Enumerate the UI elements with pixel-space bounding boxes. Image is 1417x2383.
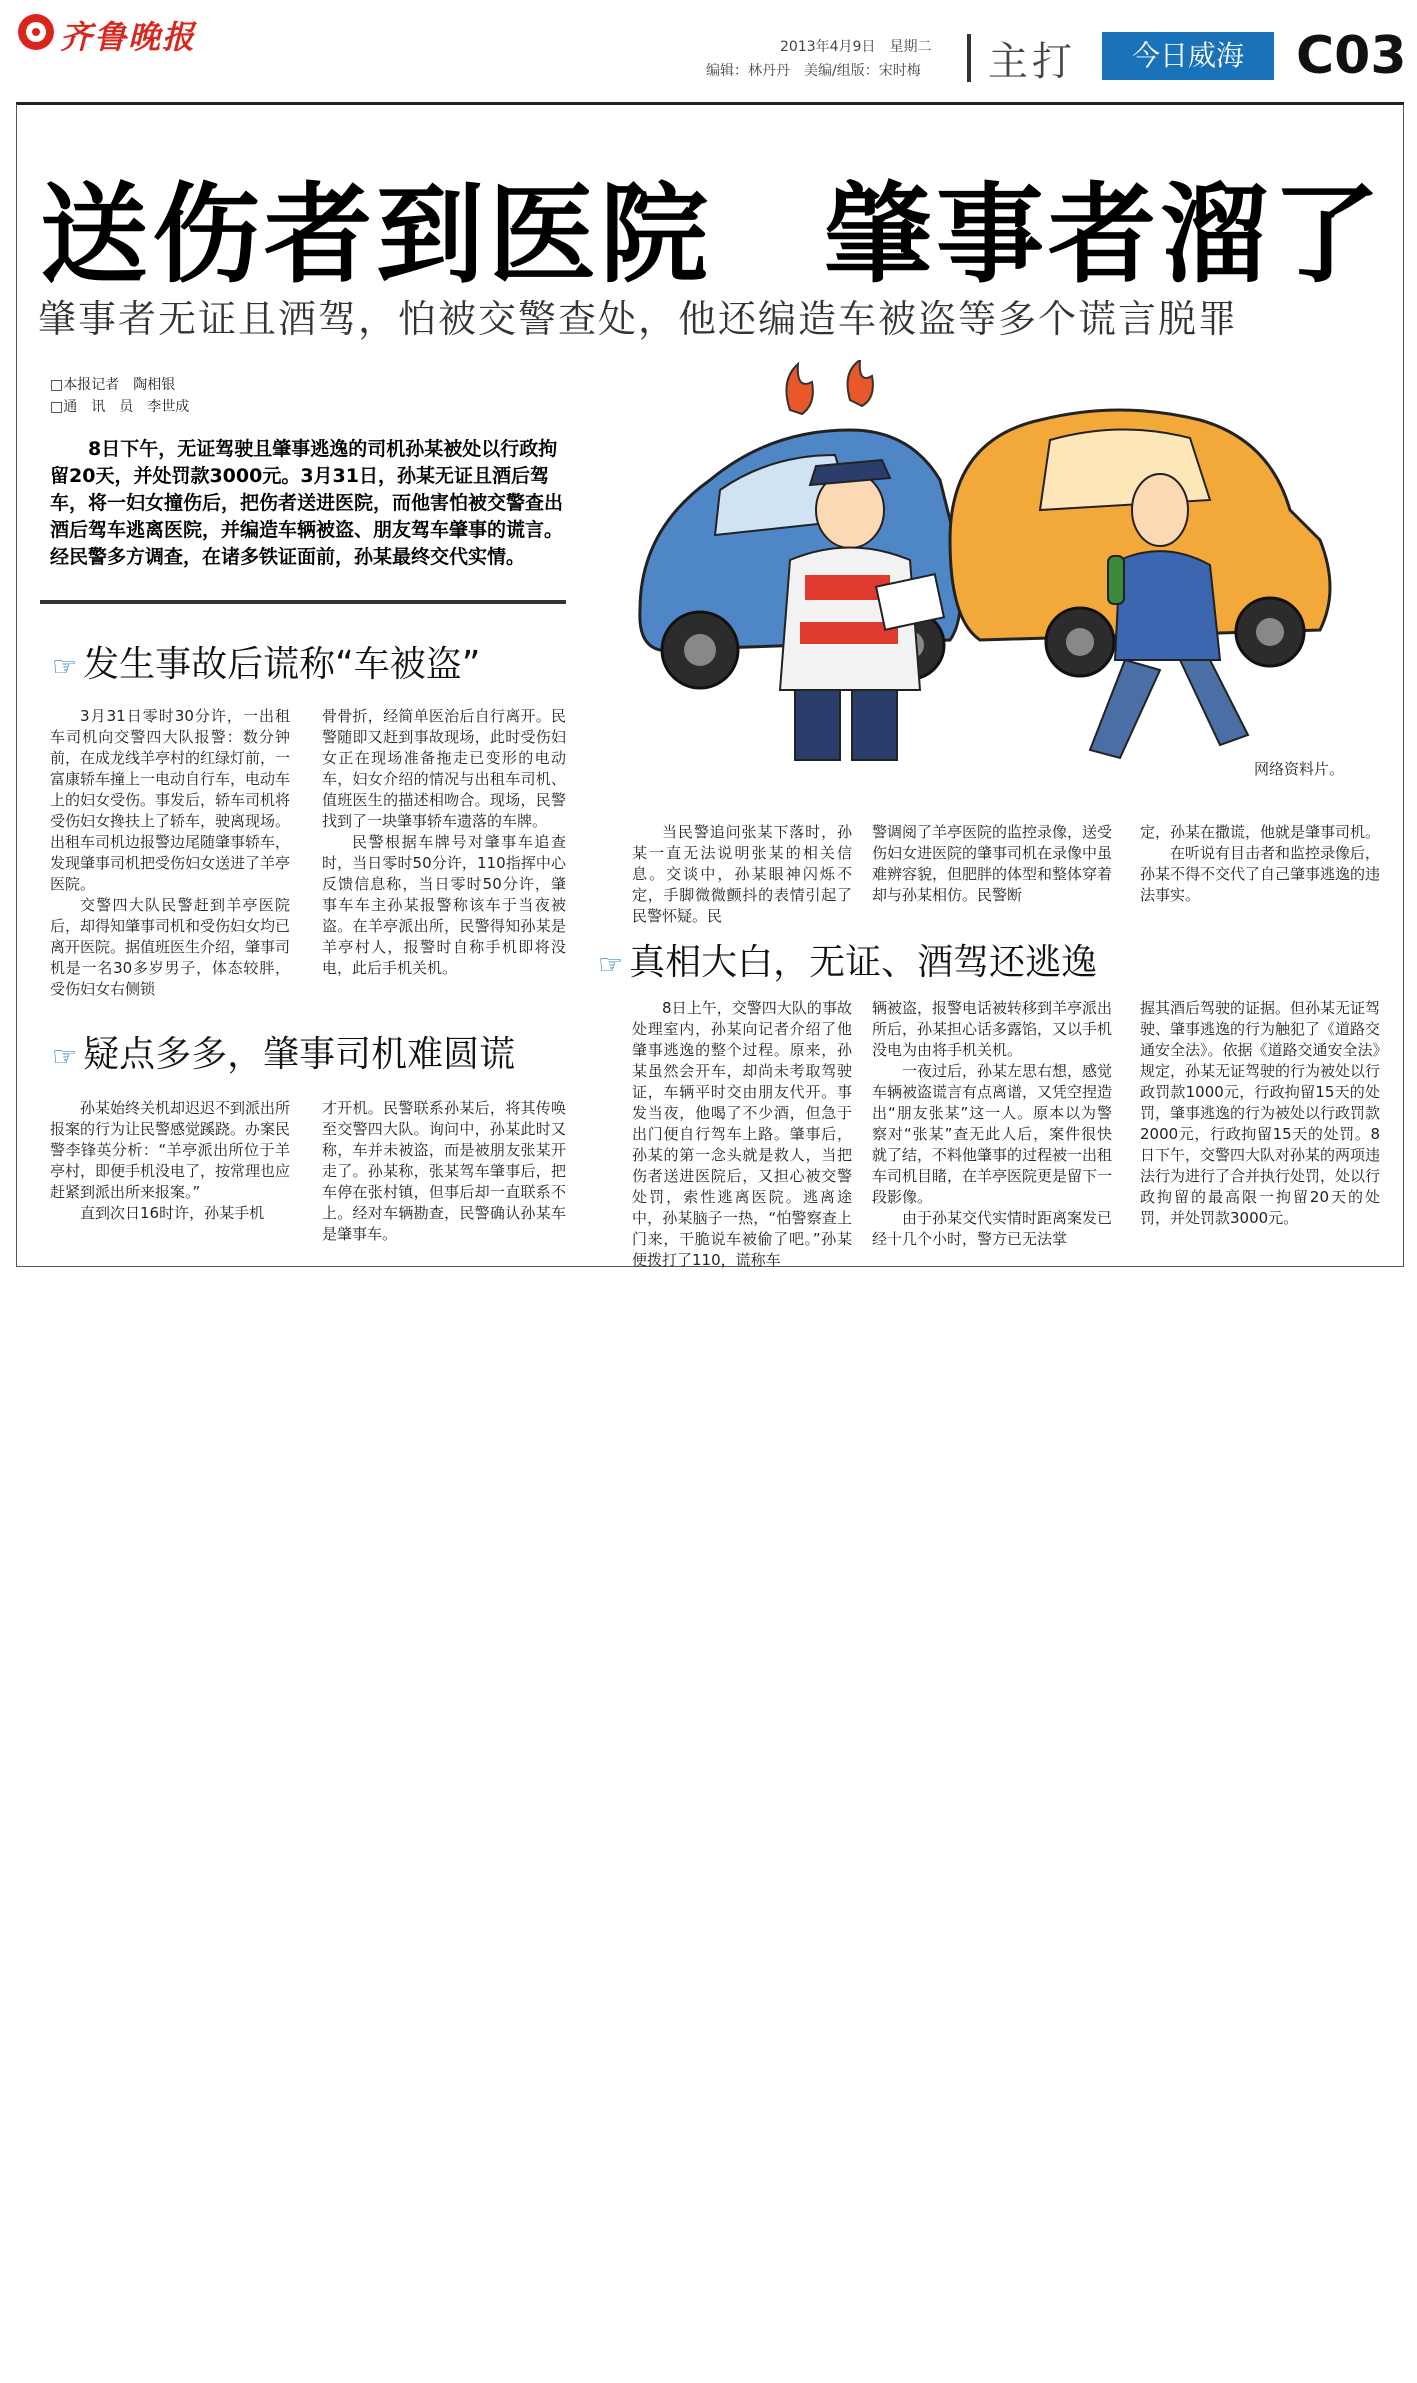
pointing-hand-icon: ☞	[52, 1040, 78, 1073]
cartoon-illustration	[620, 360, 1360, 780]
paragraph: 握其酒后驾驶的证据。但孙某无证驾驶、肇事逃逸的行为触犯了《道路交通安全法》。依据《道路交通安全法》规定，孙某无证驾驶的行为被处以行政罚款1000元，行政拘留15天的处罚，肇事逃逸的行为被处以行政罚款2000元，行政拘留15天的处罚。8日下午，交警四大队对孙某的两项违法行为进行了合并执行处罚，处以行政拘留的最高限一拘留20天的处罚，并处罚款3000元。	[1140, 999, 1381, 1227]
byline-correspondent: □通 讯 员 李世成	[50, 399, 190, 415]
headline: 送伤者到医院 肇事者溜了	[40, 173, 1385, 298]
paper-name: 齐鲁晚报	[60, 18, 197, 56]
flame-icon	[786, 360, 872, 414]
section-label: 主打	[988, 39, 1076, 85]
section3-heading: ☞ 真相大白，无证、酒驾还逃逸	[598, 942, 1098, 983]
page-code: C03	[1296, 26, 1407, 86]
mid-column-3	[1140, 822, 1380, 906]
pointing-hand-icon: ☞	[598, 948, 624, 981]
section3-column-2	[872, 998, 1112, 1250]
newspaper-logo	[18, 10, 218, 56]
mid-column-1	[632, 822, 852, 927]
editor-line: 编辑：林丹丹 美编/组版：宋时梅	[706, 63, 921, 79]
paragraph: 才开机。民警联系孙某后，将其传唤至交警四大队。询问中，孙某此时又称，车并未被盗，而是被朋友张某开走了。孙某称，张某驾车肇事后，把车停在张村镇，但事后却一直联系不上。经对车辆勘查，民警确认孙某车是肇事车。	[322, 1099, 566, 1243]
section1-column-1	[50, 706, 290, 1000]
lead-text: 8日下午，无证驾驶且肇事逃逸的司机孙某被处以行政拘留20天，并处罚款3000元。3月31日，孙某无证且酒后驾车，将一妇女撞伤后，把伤者送进医院，而他害怕被交警查出酒后驾车逃离医院，并编造车辆被盗、朋友驾车肇事的谎言。经民警多方调查，在诸多铁证面前，孙某最终交代实情。	[50, 438, 564, 568]
section2-column-1	[50, 1098, 290, 1224]
section2-column-2	[322, 1098, 566, 1245]
paragraph: 交警四大队民警赶到羊亭医院后，却得知肇事司机和受伤妇女均已离开医院。据值班医生介绍，肇事司机是一名30多岁男子，体态较胖，受伤妇女右侧锁	[50, 896, 291, 998]
paragraph: 民警根据车牌号对肇事车追查时，当日零时50分许，110指挥中心反馈信息称，当日零时50分许，肇事车车主孙某报警称该车于当夜被盗。在羊亭派出所，民警得知孙某是羊亭村人，报警时自称手机即将没电，此后手机关机。	[322, 833, 566, 977]
paragraph: 在听说有目击者和监控录像后，孙某不得不交代了自己肇事逃逸的违法事实。	[1140, 844, 1381, 904]
paragraph: 骨骨折，经简单医治后自行离开。民警随即又赶到事故现场，此时受伤妇女正在现场准备拖走已变形的电动车，妇女介绍的情况与出租车司机、值班医生的描述相吻合。现场，民警找到了一块肇事轿车遗落的车牌。	[322, 707, 566, 830]
mid-column-2	[872, 822, 1112, 906]
illustration-caption: 网络资料片。	[1254, 760, 1345, 778]
lead-paragraph	[50, 436, 566, 571]
paragraph: 直到次日16时许，孙某手机	[80, 1204, 265, 1222]
paragraph: 由于孙某交代实情时距离案发已经十几个小时，警方已无法掌	[872, 1209, 1113, 1248]
region-badge: 今日威海	[1102, 32, 1274, 80]
lead-rule	[40, 600, 566, 604]
subheadline: 肇事者无证且酒驾，怕被交警查处，他还编造车被盗等多个谎言脱罪	[38, 297, 1239, 341]
paragraph: 8日上午，交警四大队的事故处理室内，孙某向记者介绍了他肇事逃逸的整个过程。原来，孙某虽然会开车，却尚未考取驾驶证，车辆平时交由朋友代开。事发当夜，他喝了不少酒，但急于出门便自行驾车上路。肇事后，孙某的第一念头就是救人，当把伤者送进医院后，又担心被交警处罚，索性逃离医院。逃离途中，孙某脑子一热，“怕警察查上门来，干脆说车被偷了吧。”孙某便拨打了110，谎称车	[632, 999, 852, 1269]
section2-heading: ☞ 疑点多多，肇事司机难圆谎	[52, 1034, 516, 1075]
masthead-divider	[967, 34, 971, 82]
section1-column-2	[322, 706, 566, 979]
byline	[50, 374, 189, 418]
paragraph: 定，孙某在撒谎，他就是肇事司机。	[1140, 823, 1381, 841]
pointing-hand-icon: ☞	[52, 650, 78, 683]
paragraph: 辆被盗，报警电话被转移到羊亭派出所后，孙某担心话多露馅，又以手机没电为由将手机关机。	[872, 999, 1113, 1059]
section3-column-1	[632, 998, 852, 1271]
byline-reporter: □本报记者 陶相银	[50, 377, 176, 393]
paragraph: 当民警追问张某下落时，孙某一直无法说明张某的相关信息。交谈中，孙某眼神闪烁不定，手脚微微颤抖的表情引起了民警怀疑。民	[632, 823, 852, 925]
date-line: 2013年4月9日 星期二	[780, 39, 932, 55]
paragraph: 一夜过后，孙某左思右想，感觉车辆被盗谎言有点离谱，又凭空捏造出“朋友张某”这一人。原本以为警察对“张某”查无此人后，案件很快就了结，不料他肇事的过程被一出租车司机目睹，在羊亭医院更是留下一段影像。	[872, 1062, 1113, 1206]
paragraph: 3月31日零时30分许，一出租车司机向交警四大队报警：数分钟前，在成龙线羊亭村的红绿灯前，一富康轿车撞上一电动自行车，电动车上的妇女受伤。事发后，轿车司机将受伤妇女搀扶上了轿车，驶离现场。出租车司机边报警边尾随肇事轿车，发现肇事司机把受伤妇女送进了羊亭医院。	[50, 707, 291, 893]
paragraph: 孙某始终关机却迟迟不到派出所报案的行为让民警感觉蹊跷。办案民警李锋英分析：“羊亭派出所位于羊亭村，即便手机没电了，按常理也应赶紧到派出所来报案。”	[50, 1099, 291, 1201]
logo-emblem-icon	[18, 14, 54, 50]
paragraph: 警调阅了羊亭医院的监控录像，送受伤妇女进医院的肇事司机在录像中虽难辨容貌，但肥胖的体型和整体穿着却与孙某相仿。民警断	[872, 823, 1113, 904]
section1-heading: ☞ 发生事故后谎称“车被盗”	[52, 644, 481, 685]
section3-column-3	[1140, 998, 1380, 1229]
